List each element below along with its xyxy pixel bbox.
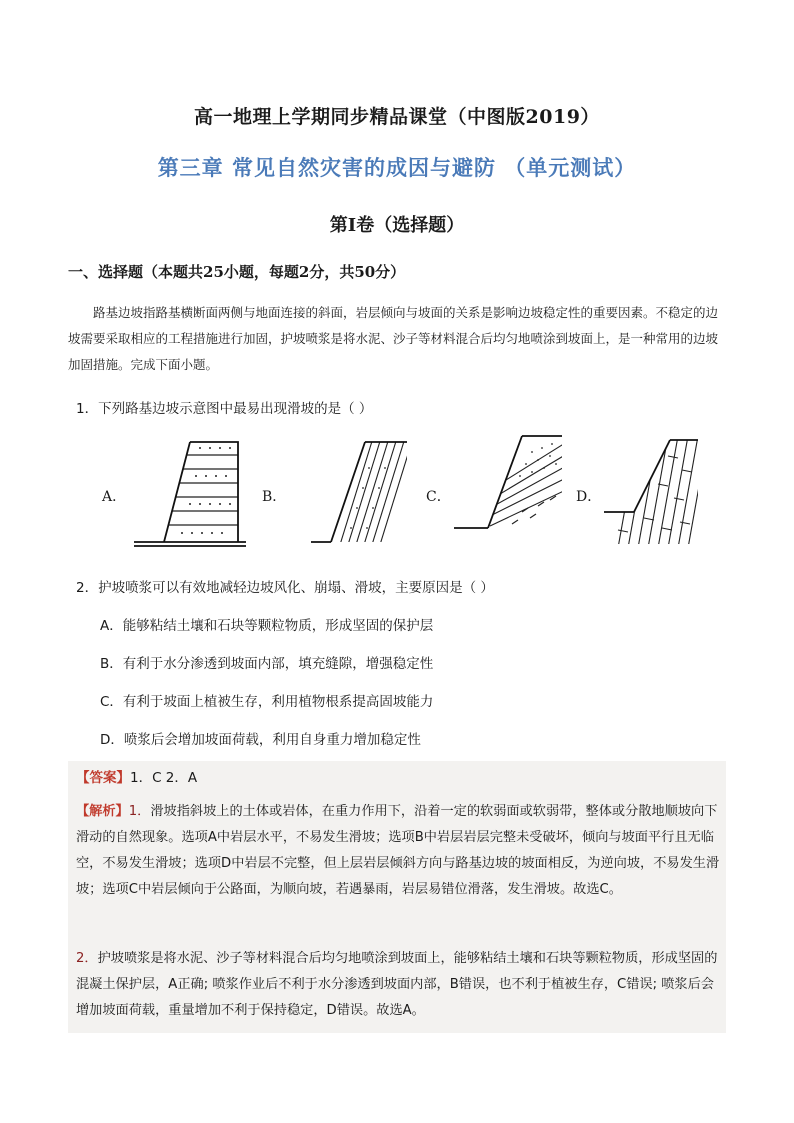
analysis-1-text: 滑坡指斜坡上的土体或岩体，在重力作用下，沿着一定的软弱面或软弱带，整体或分散地顺坡向下滑动的自然现象。选项A中岩层水平，不易发生滑坡；选项B中岩层岩层完整未受破坏，倾向与坡面平行且无临空，不易发生滑坡；选项D中岩层不完整，但上层岩层倾斜方向与路基边坡的坡面相反，为逆向坡，不易发生滑坡；选项C中岩层倾向于公路面，为顺向坡，若遇暴雨，岩层易错位滑落，发生滑坡。故选C。 (76, 804, 720, 897)
option-c: C．有利于坡面上植被生存，利用植物根系提高固坡能力 (100, 694, 434, 710)
diagram-label-d: D． (576, 489, 602, 505)
analysis-2-number: 2． (76, 951, 98, 966)
chapter-title: 第三章 常见自然灾害的成因与避防 （单元测试） (157, 155, 637, 180)
answer-text: 1．C 2．A (130, 770, 198, 786)
diagram-label-b: B． (262, 489, 287, 505)
analysis-tag: 【解析】 (76, 804, 129, 819)
volume-title: 第I卷（选择题） (329, 215, 465, 236)
slope-diagram-b (295, 438, 415, 553)
slope-diagram-d (598, 436, 713, 551)
option-a: A．能够粘结土壤和石块等颗粒物质，形成坚固的保护层 (100, 618, 434, 634)
option-d: D．喷浆后会增加坡面荷载，利用自身重力增加稳定性 (100, 732, 421, 748)
answer-line (76, 766, 197, 786)
diagram-label-c: C． (426, 489, 451, 505)
section-heading: 一、选择题（本题共25小题，每题2分，共50分） (68, 263, 406, 281)
slope-diagram-c (450, 430, 570, 550)
intro-paragraph: 路基边坡指路基横断面两侧与地面连接的斜面，岩层倾向与坡面的关系是影响边坡稳定性的重要因素。不稳定的边坡需要采取相应的工程措施进行加固，护坡喷浆是将水泥、沙子等材料混合后均匀地喷涂到坡面上，是一种常用的边坡加固措施。完成下面小题。 (68, 305, 719, 372)
diagram-label-a: A． (102, 489, 127, 505)
analysis-2-text: 护坡喷浆是将水泥、沙子等材料混合后均匀地喷涂到坡面上，能够粘结土壤和石块等颗粒物质，形成坚固的混凝土保护层，A正确; 喷浆作业后不利于水分渗透到坡面内部，B错误，也不利于植被生存，C错误; 喷浆后会增加坡面荷载，重量增加不利于保持稳定，D错误。故选A。 (76, 951, 718, 1018)
analysis-part-1 (76, 799, 724, 903)
answer-tag: 【答案】 (76, 770, 130, 786)
option-b: B．有利于水分渗透到坡面内部，填充缝隙，增强稳定性 (100, 656, 434, 672)
question-2-stem: 2．护坡喷浆可以有效地减轻边坡风化、崩塌、滑坡，主要原因是（ ） (76, 580, 494, 596)
analysis-part-2 (76, 946, 724, 1024)
question-1-stem: 1．下列路基边坡示意图中最易出现滑坡的是（ ） (76, 401, 373, 417)
slope-diagram-a (130, 438, 250, 553)
course-title: 高一地理上学期同步精品课堂（中图版2019） (194, 106, 600, 128)
analysis-1-number: 1． (128, 804, 151, 819)
